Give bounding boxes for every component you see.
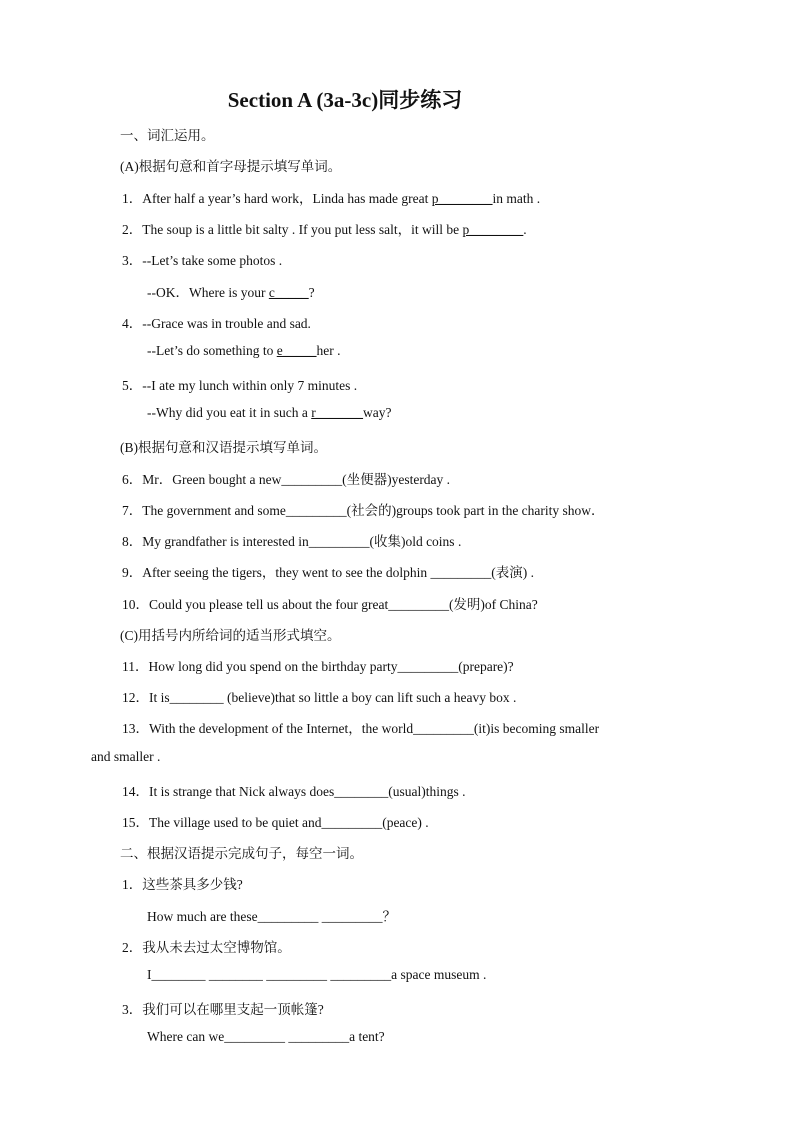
question-7: 7．The government and some_________(社会的)groups took part in the charity show． [122, 503, 605, 518]
question-5b-end: way? [362, 405, 392, 420]
question-5a: 5．--I ate my lunch within only 7 minutes . [122, 378, 358, 393]
translation-2-english: I________ ________ _________ _________a space museum . [147, 967, 487, 982]
question-13b: and smaller . [91, 749, 161, 764]
question-3b [147, 281, 315, 301]
part2-heading: 二、根据汉语提示完成句子，每空一词。 [120, 846, 363, 861]
groupB-heading: (B)根据句意和汉语提示填写单词。 [120, 440, 327, 455]
question-1-end: in math . [492, 191, 541, 206]
question-14: 14．It is strange that Nick always does________(usual)things . [122, 784, 466, 799]
question-4b-blank: e_____ [276, 343, 317, 358]
question-2-text: 2．The soup is a little bit salty . If you put less salt，it will be [122, 222, 463, 237]
question-3b-text: --OK．Where is your [147, 285, 269, 300]
question-4b [147, 343, 340, 359]
groupA-heading: (A)根据句意和首字母提示填写单词。 [120, 159, 342, 174]
groupC-heading: (C)用括号内所给词的适当形式填空。 [120, 628, 341, 643]
translation-3-chinese: 3．我们可以在哪里支起一顶帐篷? [122, 1002, 324, 1017]
question-4b-text: --Let’s do something to [147, 343, 277, 358]
question-2 [122, 218, 527, 238]
question-13a: 13．With the development of the Internet，the world_________(it)is becoming smaller [122, 721, 600, 736]
question-5b-blank: r_______ [311, 405, 363, 420]
part1-heading: 一、词汇运用。 [120, 128, 215, 143]
question-3b-end: ? [308, 285, 315, 300]
translation-3-english: Where can we_________ _________a tent? [147, 1029, 385, 1044]
question-2-blank: p________ [462, 222, 524, 237]
question-3a: 3．--Let’s take some photos . [122, 253, 283, 268]
question-9: 9．After seeing the tigers，they went to see the dolphin _________(表演) . [122, 565, 535, 580]
question-6: 6．Mr．Green bought a new_________(坐便器)yesterday . [122, 472, 451, 487]
question-3b-blank: c_____ [268, 285, 309, 300]
translation-2-chinese: 2．我从未去过太空博物馆。 [122, 940, 291, 955]
question-5b-text: --Why did you eat it in such a [147, 405, 312, 420]
question-4b-end: her . [316, 343, 341, 358]
question-12: 12．It is________ (believe)that so little a boy can lift such a heavy box . [122, 690, 517, 705]
question-10: 10．Could you please tell us about the four great_________(发明)of China? [122, 597, 538, 612]
question-1-text: 1．After half a year’s hard work，Linda has made great [122, 191, 432, 206]
translation-1-chinese: 1．这些茶具多少钱? [122, 877, 243, 892]
question-4a: 4．--Grace was in trouble and sad. [122, 316, 311, 331]
translation-1-english: How much are these_________ _________？ [147, 909, 396, 924]
question-11: 11．How long did you spend on the birthday party_________(prepare)? [122, 659, 514, 674]
question-8: 8．My grandfather is interested in_________(收集)old coins . [122, 534, 462, 549]
question-5b [147, 405, 391, 421]
page-title: Section A (3a-3c)同步练习 [227, 88, 463, 112]
question-1 [122, 187, 540, 207]
question-1-blank: p________ [431, 191, 493, 206]
question-2-end: . [523, 222, 527, 237]
question-15: 15．The village used to be quiet and_________(peace) . [122, 815, 429, 830]
